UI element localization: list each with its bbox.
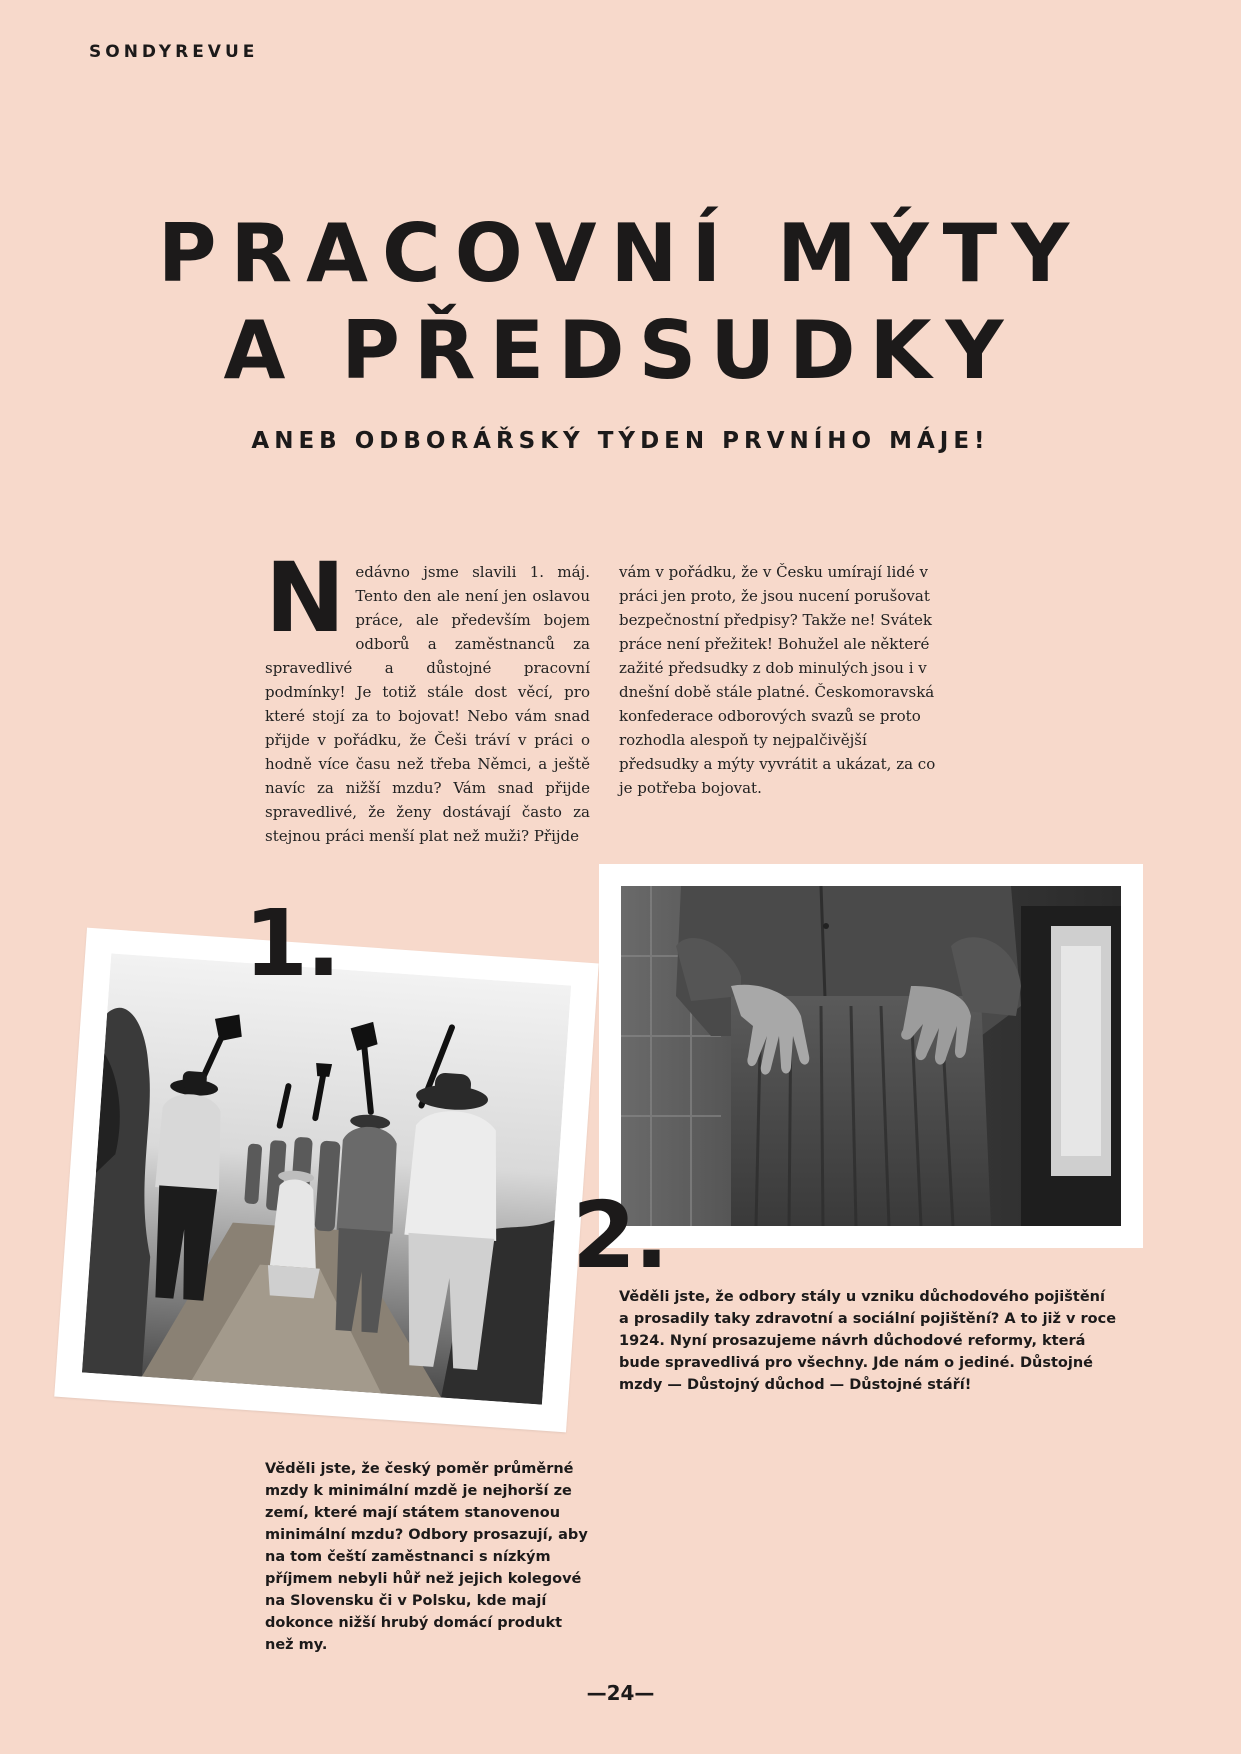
photo-workers-with-hoes xyxy=(54,928,599,1433)
drop-cap: N xyxy=(265,542,346,654)
item-number-2: 2. xyxy=(572,1182,667,1289)
workers-photo-image xyxy=(82,953,571,1404)
article-title xyxy=(0,205,1241,399)
caption-pension-insurance: Věděli jste, že odbory stály u vzniku důchodového pojištění a prosadily taky zdravotní a sociální pojištění? A to již v roce 1924. Nyní prosazujeme návrh důchodové reformy, která bude spravedlivá pro všechny. Jde nám o jediné. Důstojné mzdy — Důstojný důchod — Důstojné stáří! xyxy=(619,1289,1117,1393)
intro-column-right xyxy=(619,560,945,800)
hands-photo-image xyxy=(621,886,1121,1226)
intro-column-left xyxy=(265,542,590,848)
item-number-1: 1. xyxy=(244,890,339,997)
magazine-brand: SONDYREVUE xyxy=(89,42,259,62)
intro-text-left: edávno jsme slavili 1. máj. Tento den ale není jen oslavou práce, ale především bojem odborů a zaměstnanců za spravedlivé a důstojné pracovní podmínky! Je totiž stále dost věcí, pro které stojí za to bojovat! Nebo vám snad přijde v pořádku, že Češi tráví v práci o hodně více času než třeba Němci, a ještě navíc za nižší mzdu? Vám snad přijde spravedlivé, že ženy dostávají často za stejnou práci menší plat než muži? Přijde xyxy=(265,563,590,845)
article-subtitle: ANEB ODBORÁŘSKÝ TÝDEN PRVNÍHO MÁJE! xyxy=(251,428,990,454)
photo-hands-portrait xyxy=(599,864,1143,1248)
intro-text-right: vám v pořádku, že v Česku umírají lidé v práci jen proto, že jsou nucení porušovat bezpečnostní předpisy? Takže ne! Svátek práce není přežitek! Bohužel ale některé zažité předsudky z dob minulých jsou i v dnešní době stále platné. Českomoravská konfederace odborových svazů se proto rozhodla alespoň ty nejpalčivější předsudky a mýty vyvrátit a ukázat, za co je potřeba bojovat. xyxy=(619,563,936,797)
caption-minimum-wage: Věděli jste, že český poměr průměrné mzdy k minimální mzdě je nejhorší ze zemí, které mají státem stanovenou minimální mzdu? Odbory prosazují, aby na tom čeští zaměstnanci s nízkým příjmem nebyli hůř než jejich kolegové na Slovensku či v Polsku, kde mají dokonce nižší hrubý domácí produkt než my. xyxy=(265,1461,588,1653)
article-title-line-2: A PŘEDSUDKY xyxy=(223,304,1018,397)
page-number: —24— xyxy=(586,1681,655,1705)
article-title-line-1: PRACOVNÍ MÝTY xyxy=(157,207,1084,300)
